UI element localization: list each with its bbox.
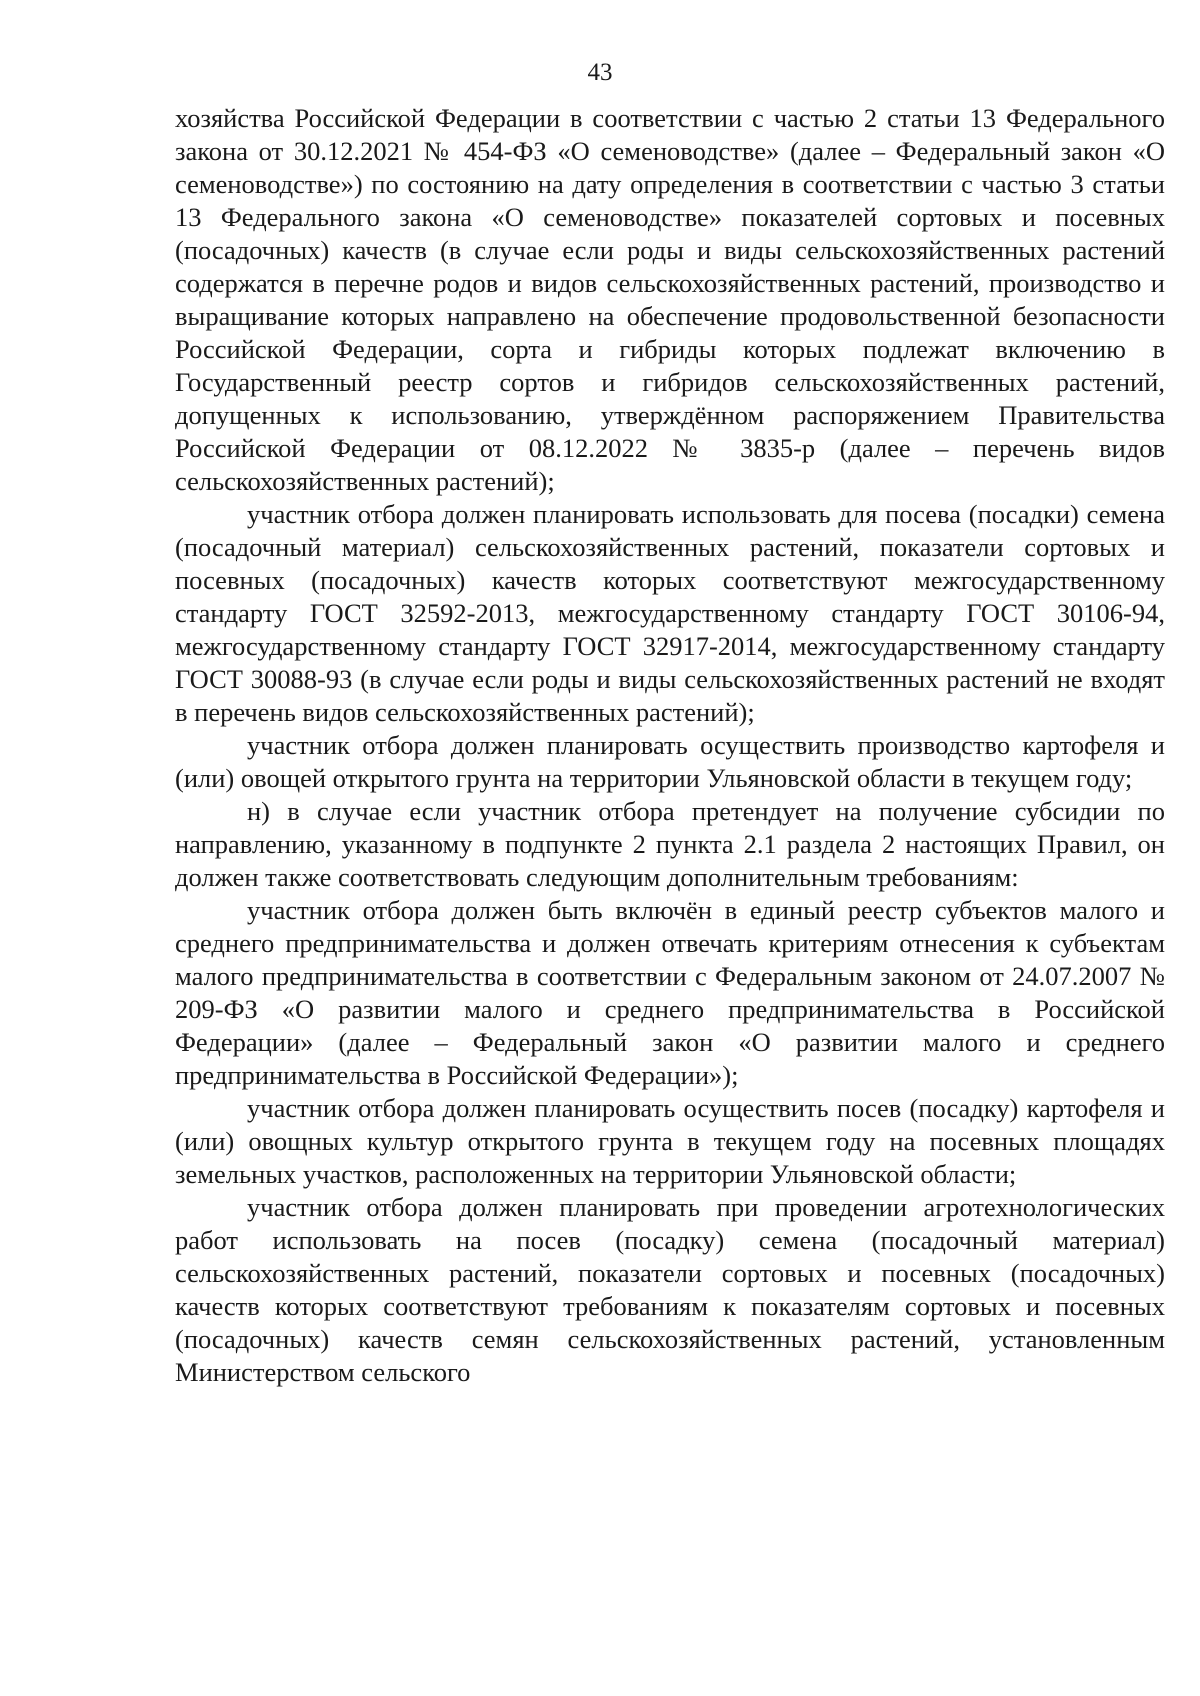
page-number: 43 xyxy=(587,59,613,86)
paragraph-continuation: хозяйства Российской Федерации в соответствии с частью 2 статьи 13 Федерального закона от 30.12.2021 № 454-ФЗ «О семеноводстве» (далее – Федеральный закон «О семеноводстве») по состоянию на дату определения в соответствии с частью 3 статьи 13 Федерального закона «О семеноводстве» показателей сортовых и посевных (посадочных) качеств (в случае если роды и виды сельскохозяйственных растений содержатся в перечне родов и видов сельскохозяйственных растений, производство и выращивание которых направлено на обеспечение продовольственной безопасности Российской Федерации, сорта и гибриды которых подлежат включению в Государственный реестр сортов и гибридов сельскохозяйственных растений, допущенных к использованию, утверждённом распоряжением Правительства Российской Федерации от 08.12.2022 № 3835-р (далее – перечень видов сельскохозяйственных растений); xyxy=(175,103,1165,496)
paragraph-sowing-plan: участник отбора должен планировать осуществить посев (посадку) картофеля и (или) овощных культур открытого грунта в текущем году на посевных площадях земельных участков, расположенных на территории Ульяновской области; xyxy=(175,1093,1165,1189)
paragraph-subsidy-direction: н) в случае если участник отбора претендует на получение субсидии по направлению, указанному в подпункте 2 пункта 2.1 раздела 2 настоящих Правил, он должен также соответствовать следующим дополнительным требованиям: xyxy=(175,796,1165,892)
paragraph-agrotech-works: участник отбора должен планировать при проведении агротехнологических работ использовать на посев (посадку) семена (посадочный материал) сельскохозяйственных растений, показатели сортовых и посевных (посадочных) качеств которых соответствуют требованиям к показателям сортовых и посевных (посадочных) качеств семян сельскохозяйственных растений, установленным Министерством сельского xyxy=(175,1192,1165,1387)
paragraph-seed-standards: участник отбора должен планировать использовать для посева (посадки) семена (посадочный материал) сельскохозяйственных растений, показатели сортовых и посевных (посадочных) качеств которых соответствуют межгосударственному стандарту ГОСТ 32592-2013, межгосударственному стандарту ГОСТ 30106-94, межгосударственному стандарту ГОСТ 32917-2014, межгосударственному стандарту ГОСТ 30088-93 (в случае если роды и виды сельскохозяйственных растений не входят в перечень видов сельскохозяйственных растений); xyxy=(175,499,1165,727)
paragraph-sme-registry: участник отбора должен быть включён в единый реестр субъектов малого и среднего предпринимательства и должен отвечать критериям отнесения к субъектам малого предпринимательства в соответствии с Федеральным законом от 24.07.2007 № 209-ФЗ «О развитии малого и среднего предпринимательства в Российской Федерации» (далее – Федеральный закон «О развитии малого и среднего предпринимательства в Российской Федерации»); xyxy=(175,895,1165,1090)
paragraph-potato-production: участник отбора должен планировать осуществить производство картофеля и (или) овощей открытого грунта на территории Ульяновской области в текущем году; xyxy=(175,730,1165,793)
document-body xyxy=(175,102,1165,1389)
